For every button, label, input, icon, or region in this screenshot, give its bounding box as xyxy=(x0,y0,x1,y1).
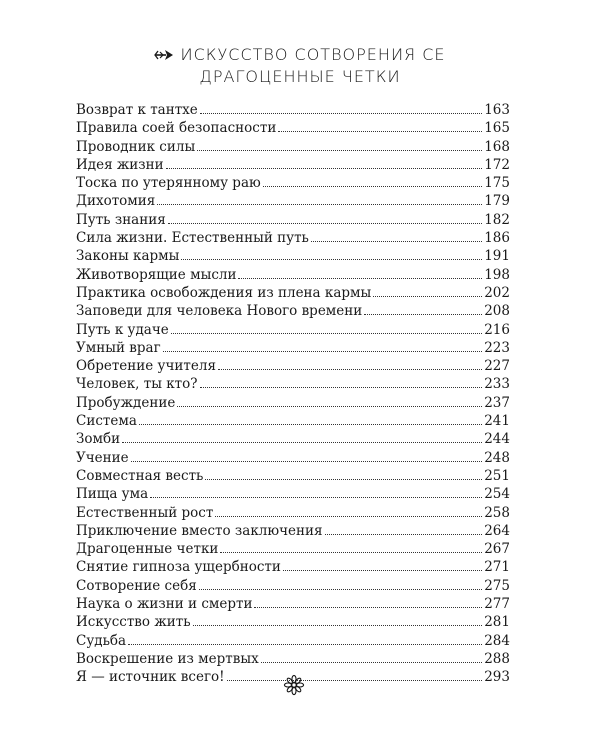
toc-dot-leader xyxy=(128,643,482,645)
toc-dot-leader xyxy=(215,515,482,517)
toc-dot-leader xyxy=(157,203,482,205)
toc-entry-title: Умный враг xyxy=(76,339,161,356)
toc-entry-page: 165 xyxy=(484,120,510,137)
toc-dot-leader xyxy=(139,423,482,425)
toc-entry xyxy=(76,266,510,284)
toc-entry xyxy=(76,247,510,265)
toc-entry-page: 191 xyxy=(484,248,510,265)
toc-dot-leader xyxy=(166,167,483,169)
section-header xyxy=(0,44,600,88)
toc-entry xyxy=(76,375,510,393)
toc-entry xyxy=(76,467,510,485)
toc-entry xyxy=(76,595,510,613)
toc-entry xyxy=(76,138,510,156)
toc-dot-leader xyxy=(199,588,482,590)
toc-entry xyxy=(76,101,510,119)
toc-entry-page: 264 xyxy=(484,522,510,539)
toc-entry-page: 237 xyxy=(484,394,510,411)
toc-entry-title: Воскрешение из мертвых xyxy=(76,650,259,667)
toc-dot-leader xyxy=(200,112,482,114)
toc-entry xyxy=(76,540,510,558)
toc-entry-page: 271 xyxy=(484,559,510,576)
toc-entry-title: Я — источник всего! xyxy=(76,669,225,686)
toc-entry-title: Животворящие мысли xyxy=(76,266,237,283)
toc-entry xyxy=(76,174,510,192)
toc-entry-page: 293 xyxy=(484,669,510,686)
arrow-ornament-icon xyxy=(154,48,174,62)
toc-entry-title: Снятие гипноза ущербности xyxy=(76,559,281,576)
toc-entry xyxy=(76,632,510,650)
toc-entry xyxy=(76,558,510,576)
toc-dot-leader xyxy=(373,295,482,297)
header-title: ИСКУССТВО СОТВОРЕНИЯ СЕ xyxy=(180,45,446,64)
toc-dot-leader xyxy=(181,258,482,260)
toc-entry-title: Идея жизни xyxy=(76,156,164,173)
toc-entry-title: Естественный рост xyxy=(76,504,214,521)
toc-entry xyxy=(76,394,510,412)
toc-dot-leader xyxy=(131,460,483,462)
toc-entry xyxy=(76,504,510,522)
toc-entry-title: Сотворение себя xyxy=(76,577,197,594)
toc-entry xyxy=(76,577,510,595)
toc-dot-leader xyxy=(193,624,483,626)
toc-entry-title: Искусство жить xyxy=(76,614,191,631)
toc-entry xyxy=(76,119,510,137)
toc-entry xyxy=(76,339,510,357)
toc-entry-page: 202 xyxy=(484,284,510,301)
toc-entry xyxy=(76,485,510,503)
toc-entry-title: Пища ума xyxy=(76,486,149,503)
toc-dot-leader xyxy=(263,185,482,187)
toc-entry-title: Дихотомия xyxy=(76,193,156,210)
header-subtitle: ДРАГОЦЕННЫЕ ЧЕТКИ xyxy=(199,67,401,86)
toc-entry xyxy=(76,321,510,339)
header-line-1 xyxy=(154,44,445,66)
toc-dot-leader xyxy=(325,533,483,535)
toc-dot-leader xyxy=(200,386,483,388)
toc-entry-page: 244 xyxy=(484,431,510,448)
toc-entry-page: 251 xyxy=(484,467,510,484)
toc-entry-page: 186 xyxy=(484,230,510,247)
toc-entry-title: Приключение вместо заключения xyxy=(76,522,323,539)
toc-entry-title: Драгоценные четки xyxy=(76,541,219,558)
toc-entry xyxy=(76,229,510,247)
toc-entry-title: Судьба xyxy=(76,632,127,649)
toc-entry-title: Обретение учителя xyxy=(76,358,216,375)
toc-entry-title: Сила жизни. Естественный путь xyxy=(76,230,309,247)
toc-entry-title: Заповеди для человека Нового времени xyxy=(76,303,363,320)
toc-entry xyxy=(76,449,510,467)
toc-dot-leader xyxy=(238,277,482,279)
toc-entry-title: Проводник силы xyxy=(76,138,196,155)
toc-entry-page: 284 xyxy=(484,632,510,649)
toc-entry-title: Тоска по утерянному раю xyxy=(76,175,261,192)
toc-entry xyxy=(76,302,510,320)
toc-entry xyxy=(76,430,510,448)
toc-entry-title: Наука о жизни и смерти xyxy=(76,596,253,613)
toc-entry-page: 258 xyxy=(484,504,510,521)
toc-entry-title: Пробуждение xyxy=(76,394,176,411)
toc-entry-page: 233 xyxy=(484,376,510,393)
toc-dot-leader xyxy=(311,240,482,242)
toc-entry-title: Законы кармы xyxy=(76,248,180,265)
toc-entry-page: 182 xyxy=(484,211,510,228)
toc-dot-leader xyxy=(218,368,482,370)
toc-entry-title: Практика освобождения из плена кармы xyxy=(76,284,372,301)
table-of-contents xyxy=(76,101,510,687)
toc-entry xyxy=(76,613,510,631)
toc-dot-leader xyxy=(205,478,482,480)
toc-entry-page: 275 xyxy=(484,577,510,594)
toc-entry-title: Путь к удаче xyxy=(76,321,169,338)
toc-entry-page: 254 xyxy=(484,486,510,503)
toc-entry-title: Система xyxy=(76,413,137,430)
toc-entry xyxy=(76,412,510,430)
toc-entry-title: Зомби xyxy=(76,431,121,448)
toc-dot-leader xyxy=(227,679,483,681)
toc-entry-page: 267 xyxy=(484,541,510,558)
flower-ornament-icon xyxy=(283,674,305,696)
toc-dot-leader xyxy=(197,149,482,151)
toc-entry xyxy=(76,650,510,668)
toc-dot-leader xyxy=(171,332,482,334)
toc-entry xyxy=(76,357,510,375)
toc-dot-leader xyxy=(163,350,483,352)
toc-dot-leader xyxy=(177,405,482,407)
toc-entry xyxy=(76,522,510,540)
toc-entry-page: 223 xyxy=(484,339,510,356)
toc-entry-page: 172 xyxy=(484,156,510,173)
toc-entry-title: Человек, ты кто? xyxy=(76,376,198,393)
toc-entry-page: 179 xyxy=(484,193,510,210)
toc-dot-leader xyxy=(122,441,482,443)
toc-entry-title: Правила соей безопасности xyxy=(76,120,277,137)
toc-entry-page: 277 xyxy=(484,596,510,613)
toc-entry-page: 208 xyxy=(484,303,510,320)
toc-entry-page: 216 xyxy=(484,321,510,338)
toc-entry xyxy=(76,192,510,210)
toc-entry-page: 175 xyxy=(484,175,510,192)
toc-dot-leader xyxy=(150,496,482,498)
toc-entry-title: Возврат к тантхе xyxy=(76,102,198,118)
toc-dot-leader xyxy=(220,551,482,553)
toc-dot-leader xyxy=(283,569,482,571)
toc-entry xyxy=(76,284,510,302)
toc-dot-leader xyxy=(278,130,482,132)
toc-dot-leader xyxy=(254,606,482,608)
toc-entry-title: Учение xyxy=(76,449,129,466)
toc-entry-page: 227 xyxy=(484,358,510,375)
toc-dot-leader xyxy=(168,222,482,224)
toc-entry xyxy=(76,211,510,229)
toc-entry-page: 288 xyxy=(484,650,510,667)
toc-entry xyxy=(76,156,510,174)
toc-entry-title: Совместная весть xyxy=(76,467,204,484)
toc-entry-page: 168 xyxy=(484,138,510,155)
toc-entry-page: 241 xyxy=(484,413,510,430)
toc-entry-page: 248 xyxy=(484,449,510,466)
toc-entry-page: 281 xyxy=(484,614,510,631)
toc-entry-page: 198 xyxy=(484,266,510,283)
toc-entry-title: Путь знания xyxy=(76,211,166,228)
toc-entry-page: 163 xyxy=(484,102,510,118)
toc-dot-leader xyxy=(364,313,482,315)
toc-dot-leader xyxy=(261,661,483,663)
